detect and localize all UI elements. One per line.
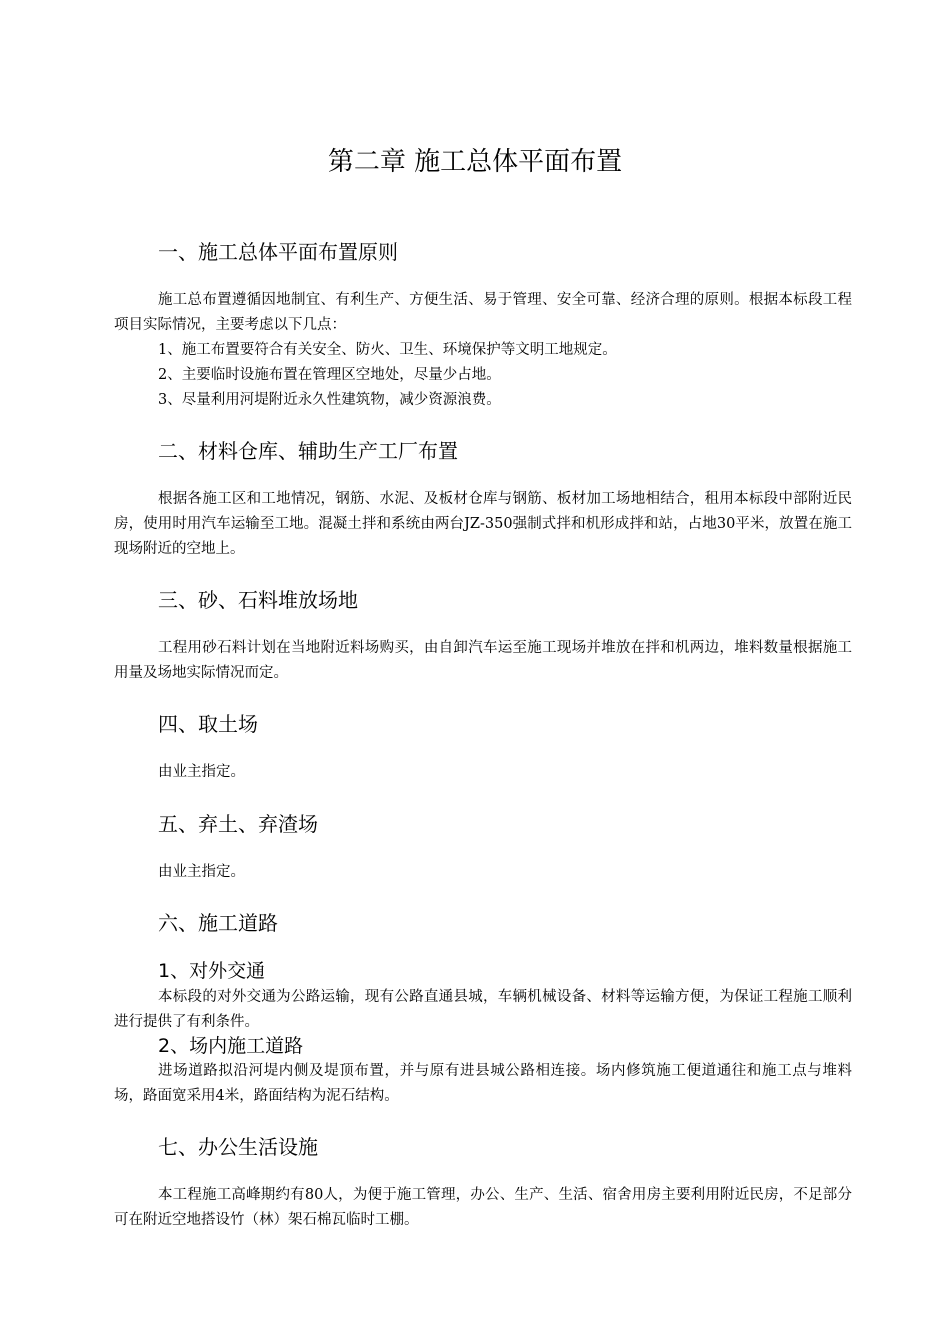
section-heading-3: 三、砂、石料堆放场地 [158, 588, 358, 612]
section-paragraph-1: 施工总布置遵循因地制宜、有利生产、方便生活、易于管理、安全可靠、经济合理的原则。根据本标段工程项目实际情况，主要考虑以下几点： [114, 292, 852, 333]
section-line-5: 由业主指定。 [158, 864, 245, 880]
subsection-paragraph-site-roads: 进场道路拟沿河堤内侧及堤顶布置，并与原有进县城公路相连接。场内修筑施工便道通往和施工点与堆料场，路面宽采用4米，路面结构为泥石结构。 [114, 1063, 852, 1104]
section-heading-7: 七、办公生活设施 [158, 1135, 318, 1159]
section-heading-5: 五、弃土、弃渣场 [158, 812, 318, 836]
section-heading-1: 一、施工总体平面布置原则 [158, 240, 398, 264]
section-heading-4: 四、取土场 [158, 712, 258, 736]
section-heading-2: 二、材料仓库、辅助生产工厂布置 [158, 439, 458, 463]
chapter-title: 第二章 施工总体平面布置 [327, 147, 623, 177]
subsection-heading-site-roads: 2、场内施工道路 [158, 1035, 304, 1057]
subsection-paragraph-external-traffic: 本标段的对外交通为公路运输，现有公路直通县城，车辆机械设备、材料等运输方便，为保证工程施工顺利进行提供了有利条件。 [114, 989, 852, 1030]
section-paragraph-2: 根据各施工区和工地情况，钢筋、水泥、及板材仓库与钢筋、板材加工场地相结合，租用本标段中部附近民房，使用时用汽车运输至工地。混凝土拌和系统由两台JZ-350强制式拌和机形成拌和站，占地30平米，放置在施工现场附近的空地上。 [114, 491, 852, 557]
section-paragraph-7: 本工程施工高峰期约有80人，为便于施工管理，办公、生产、生活、宿舍用房主要利用附近民房，不足部分可在附近空地搭设竹（林）架石棉瓦临时工棚。 [114, 1187, 852, 1228]
section-heading-6: 六、施工道路 [158, 911, 278, 935]
subsection-heading-external-traffic: 1、对外交通 [158, 960, 266, 982]
list-item: 3、尽量利用河堤附近永久性建筑物，减少资源浪费。 [158, 392, 501, 408]
list-item: 1、施工布置要符合有关安全、防火、卫生、环境保护等文明工地规定。 [158, 342, 617, 358]
section-paragraph-3: 工程用砂石料计划在当地附近料场购买，由自卸汽车运至施工现场并堆放在拌和机两边，堆料数量根据施工用量及场地实际情况而定。 [114, 640, 852, 681]
section-line-4: 由业主指定。 [158, 764, 245, 780]
list-item: 2、主要临时设施布置在管理区空地处，尽量少占地。 [158, 367, 501, 383]
